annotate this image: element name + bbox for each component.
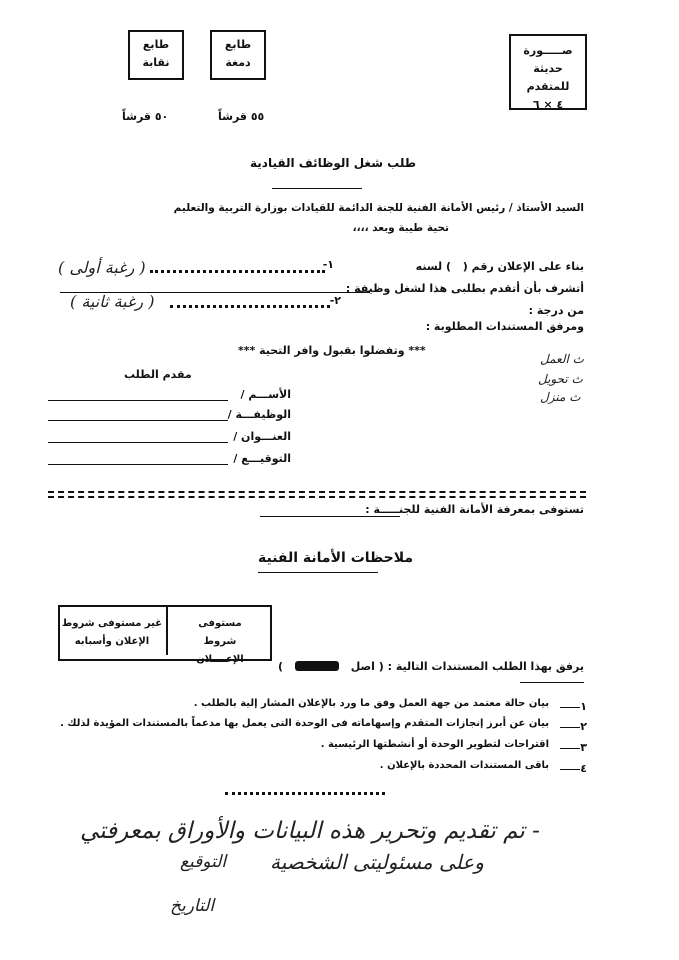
document-item-2-text: بيان عن أبرز إنجازات المتقدم وإسهاماته فى الوحدة التى يعمل بها مدعماً بالمستندات المؤيدة لذلك . [60, 718, 549, 729]
document-item-4-num: ٤ [580, 762, 587, 775]
documents-intro-underline [520, 682, 584, 683]
document-item-1-num: ١ [580, 700, 587, 713]
form-title: طلب شغل الوظائف القيادية [250, 156, 417, 170]
condition-not-meets-label-2: الإعلان وأسبابه [74, 636, 150, 647]
grade-label: من درجة : [528, 304, 584, 317]
choice2-handwritten: ( رغبة ثانية ) [70, 292, 155, 311]
conditions-divider [166, 607, 168, 655]
name-line [48, 400, 228, 401]
completed-underline [260, 516, 400, 517]
handwritten-date: التاريخ [170, 896, 215, 916]
documents-intro: يرفق بهذا الطلب المستندات التالية : ( اصل [350, 660, 584, 673]
handwritten-signature: التوقيع [180, 852, 227, 872]
redaction-mark [295, 661, 339, 671]
address-label: العنـــوان / [233, 430, 291, 443]
attached-label: ومرفق المستندات المطلوبة : [425, 320, 584, 333]
announcement-label: بناء على الإعلان رقم ( [462, 260, 584, 273]
syndicate-stamp-box [128, 30, 184, 80]
job-label: الوظيفـــة / [227, 408, 291, 421]
handwritten-statement-1: - تم تقديم وتحرير هذه البيانات والأوراق بمعرفتي [80, 818, 540, 844]
conditions-table [58, 605, 272, 665]
choice1-dots [150, 270, 325, 273]
condition-meets-label: مستوفى شروط الإعــــلان [196, 618, 244, 665]
documents-intro-end: ) [278, 660, 284, 673]
photo-box-size: ٤ × ٦ [532, 98, 564, 111]
applicant-heading: مقدم الطلب [124, 368, 192, 381]
document-item-3-num: ٣ [580, 741, 587, 754]
technical-notes-title: ملاحظات الأمانة الفنية [258, 550, 414, 566]
signature-line [48, 464, 228, 465]
photo-box [509, 34, 587, 110]
choice1-handwritten: ( رغبة أولى ) [58, 258, 146, 277]
choice2-num: ٢- [329, 294, 341, 307]
condition-not-meets-label-1: غير مستوفى شروط [61, 618, 163, 629]
separator-dashes-1 [48, 491, 586, 493]
syndicate-stamp-label: طابع [142, 38, 170, 51]
side-note-home: ث منزل [540, 390, 581, 404]
document-item-1-dash [560, 707, 580, 708]
choice1-num: ١- [322, 258, 334, 271]
condition-meets-cell[interactable] [170, 607, 270, 665]
greeting: تحية طيبة وبعد ،،،، [352, 222, 449, 234]
title-underline [272, 188, 362, 189]
duty-stamp-box [210, 30, 266, 80]
document-item-1-text: بيان حالة معتمد من جهة العمل وفق ما ورد بالإعلان المشار إلية بالطلب . [193, 698, 549, 709]
documents-end-dots [225, 792, 385, 795]
address-line [48, 442, 228, 443]
honor-label: أتشرف بأن أتقدم بطلبى هذا لشغل وظيفة : [345, 282, 584, 295]
photo-box-subtitle: حديثة للمتقدم [526, 62, 570, 93]
handwritten-statement-2: وعلى مسئوليتى الشخصية [270, 850, 484, 874]
announcement-year: ) لسنه [415, 260, 451, 273]
completed-label: تستوفى بمعرفة الأمانة الفنية للجنـــــة : [365, 503, 584, 516]
document-item-3-text: اقتراحات لتطوير الوحدة أو أنشطتها الرئيسية . [320, 739, 549, 750]
technical-notes-underline [258, 572, 378, 573]
photo-box-title: صـــــورة [523, 44, 573, 57]
syndicate-stamp-price: ٥٠ قرشاً [122, 110, 169, 123]
syndicate-stamp-type: نقابة [142, 56, 170, 69]
choice2-dots [170, 305, 330, 308]
job-line [48, 420, 228, 421]
separator-dashes-2 [48, 496, 586, 498]
duty-stamp-price: ٥٥ قرشاً [218, 110, 265, 123]
closing-line: *** وتفضلوا بقبول وافر التحية *** [238, 344, 426, 357]
condition-not-meets-cell[interactable] [60, 607, 164, 655]
name-label: الأســـم / [240, 388, 291, 401]
duty-stamp-type: دمغة [225, 56, 251, 69]
document-item-4-text: باقى المستندات المحددة بالإعلان . [379, 760, 549, 771]
document-item-2-dash [560, 727, 580, 728]
document-item-3-dash [560, 748, 580, 749]
salutation: السيد الأستاذ / رئيس الأمانة الفنية للجنة الدائمة للقيادات بوزارة التربية والتعليم [173, 202, 584, 214]
side-note-extension: ث تحويل [538, 372, 583, 386]
signature-label: التوقيـــع / [233, 452, 291, 465]
document-item-2-num: ٢ [580, 720, 587, 733]
duty-stamp-label: طابع [224, 38, 252, 51]
side-note-work: ث العمل [540, 352, 584, 366]
document-item-4-dash [560, 769, 580, 770]
